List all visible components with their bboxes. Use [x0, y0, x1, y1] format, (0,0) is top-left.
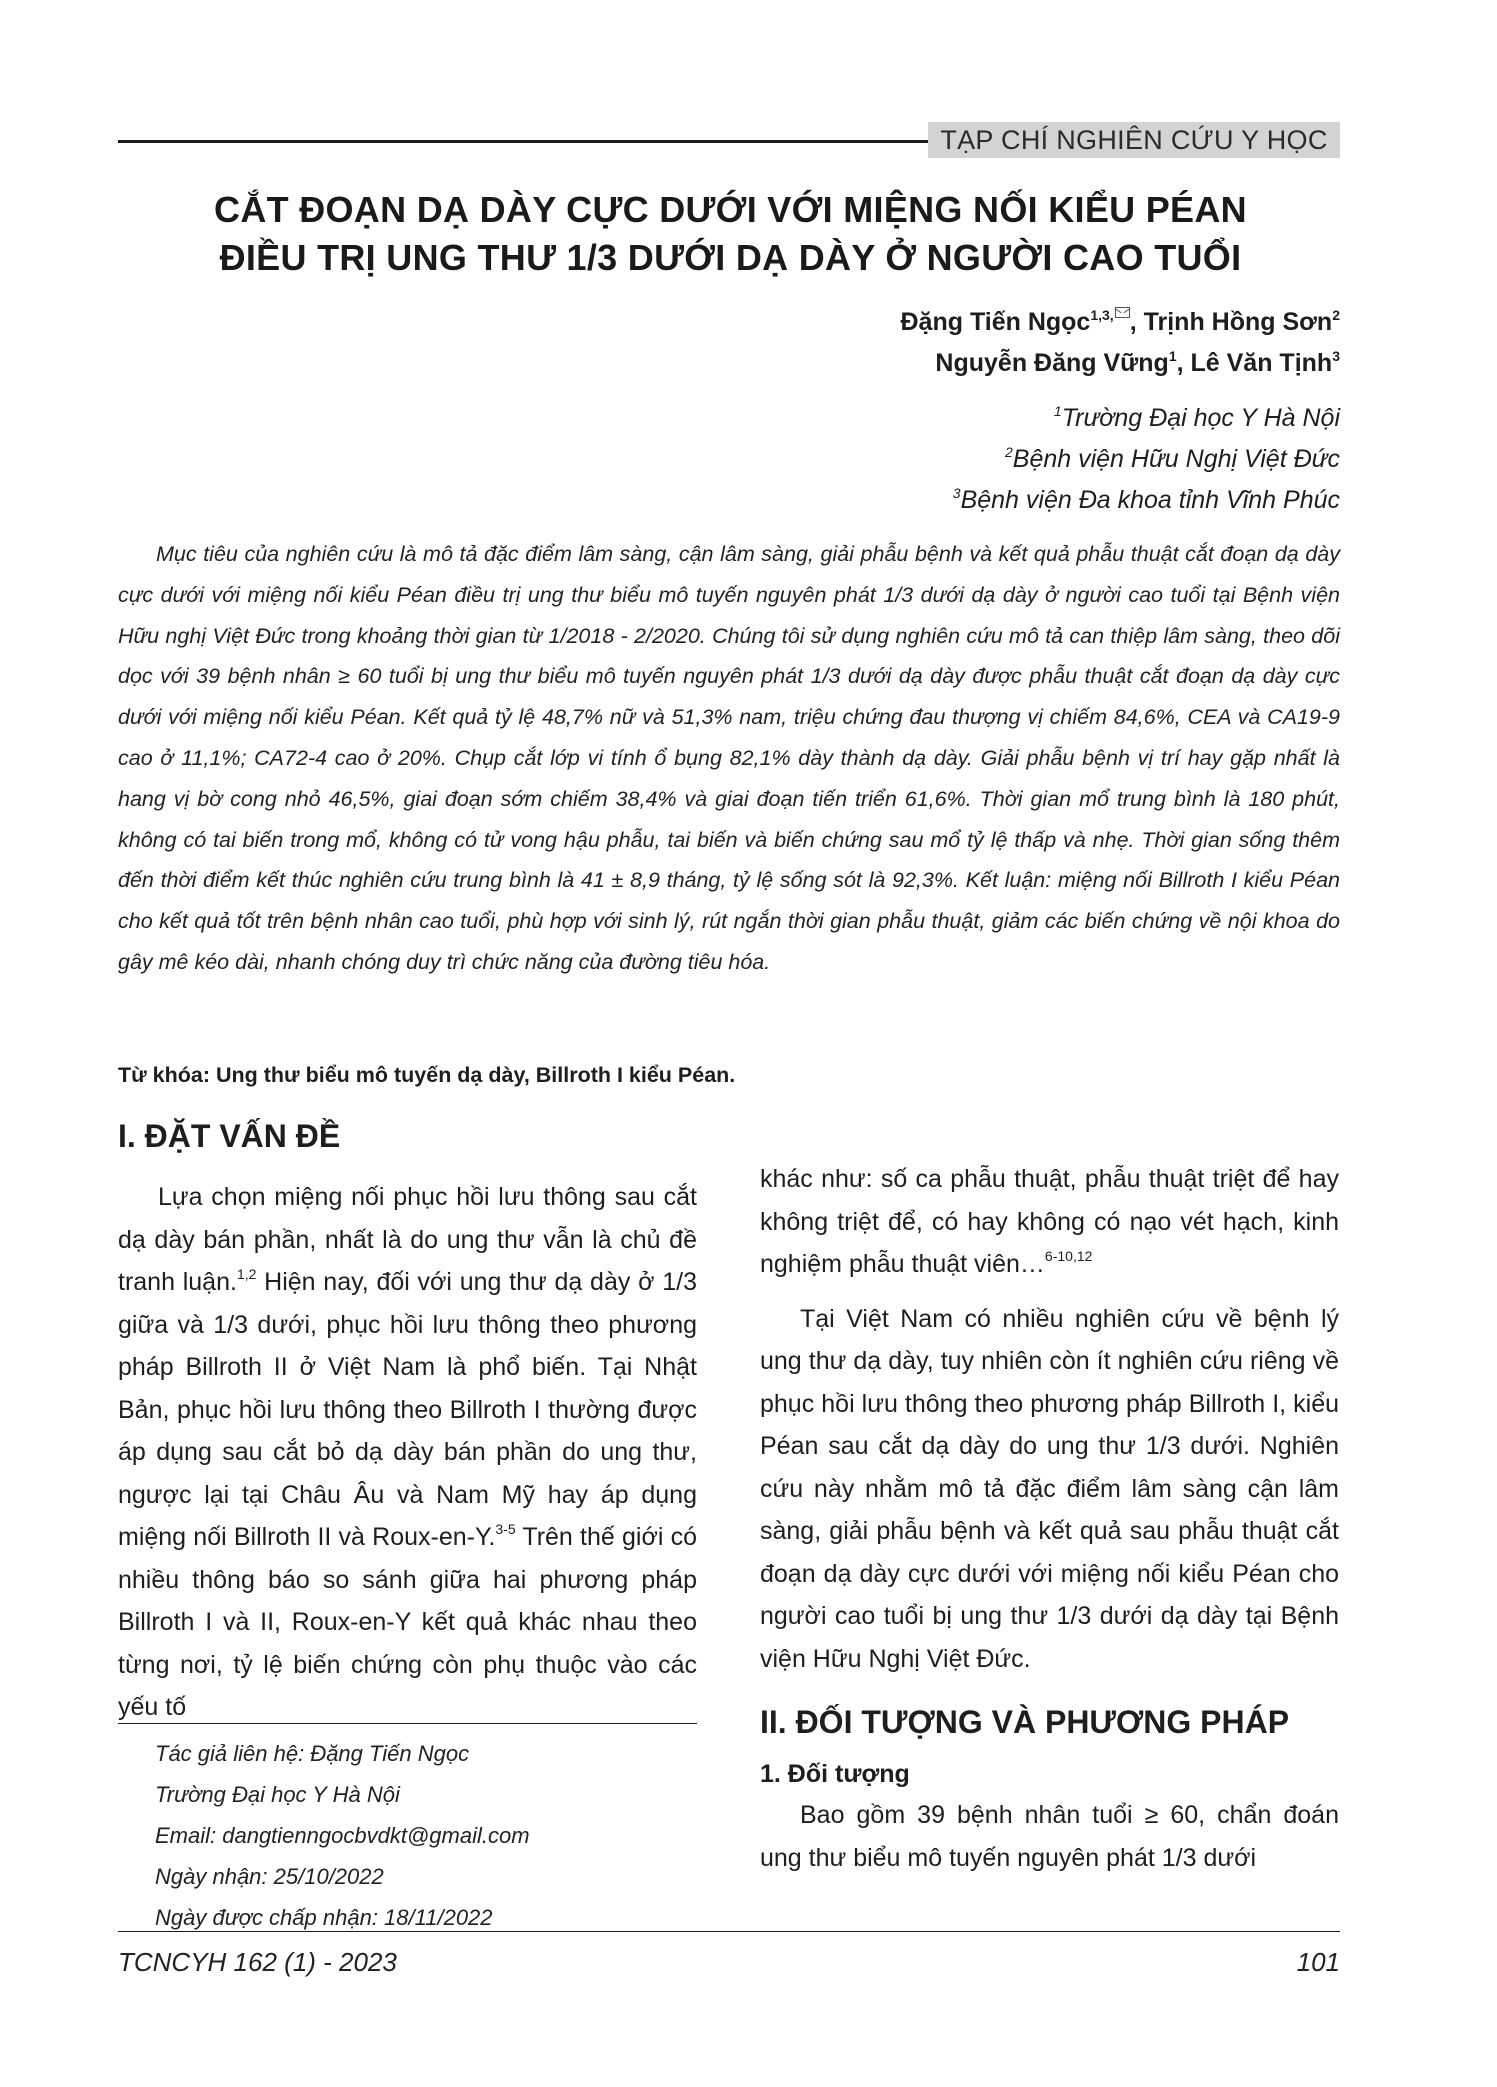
affiliation-number: 3 — [952, 485, 961, 501]
affiliation-text: Bệnh viện Đa khoa tỉnh Vĩnh Phúc — [960, 486, 1340, 514]
text-run: Hiện nay, đối với ung thư dạ dày ở 1/3 giữa và 1/3 dưới, phục hồi lưu thông theo phương pháp Billroth II ở Việt Nam là phổ biến. Tại Nhật Bản, phục hồi lưu thông theo Billroth I thường được áp dụng sau cắt bỏ dạ dày bán phần do ung thư, ngược lại tại Châu Âu và Nam Mỹ hay áp dụng miệng nối Billroth II và Roux-en-Y. — [118, 1268, 697, 1551]
left-column — [118, 1114, 697, 1729]
author-affil-sup: 3 — [1332, 348, 1340, 364]
author-name: Đặng Tiến Ngọc — [900, 308, 1091, 336]
citation-ref: 3-5 — [495, 1521, 516, 1537]
title-line-2: ĐIỀU TRỊ UNG THƯ 1/3 DƯỚI DẠ DÀY Ở NGƯỜI CAO TUỔI — [219, 237, 1242, 278]
affiliation — [953, 480, 1340, 521]
page-number: 101 — [1296, 1947, 1340, 1977]
text-run: khác như: số ca phẫu thuật, phẫu thuật triệt để hay không triệt để, có hay không có nạo vét hạch, kinh nghiệm phẫu thuật viên… — [760, 1165, 1339, 1278]
intro-paragraph-1 — [118, 1176, 697, 1729]
header-rule — [118, 140, 928, 143]
accepted-date: Ngày được chấp nhận: 18/11/2022 — [155, 1905, 493, 1930]
affiliation-number: 2 — [1004, 444, 1013, 460]
author-line-1: Đặng Tiến Ngọc$^{1,3,}$ , Trịnh Hồng Sơn$^2$ — [900, 307, 1340, 336]
intro-paragraph-2: Tại Việt Nam có nhiều nghiên cứu về bệnh lý ung thư dạ dày, tuy nhiên còn ít nghiên cứu riêng về phục hồi lưu thông theo phương pháp Billroth I, kiểu Péan sau cắt dạ dày do ung thư 1/3 dưới. Nghiên cứu này nhằm mô tả đặc điểm lâm sàng cận lâm sàng, giải phẫu bệnh và kết quả sau phẫu thuật cắt đoạn dạ dày cực dưới với miệng nối kiểu Péan cho người cao tuổi bị ung thư 1/3 dưới dạ dày tại Bệnh viện Hữu Nghị Việt Đức. — [760, 1304, 1339, 1673]
author-name: Nguyễn Đăng Vững — [935, 349, 1169, 377]
keywords: Từ khóa: Ung thư biểu mô tuyến dạ dày, Billroth I kiểu Péan. — [118, 1063, 736, 1087]
citation-ref: 6-10,12 — [1044, 1248, 1093, 1264]
abstract: Mục tiêu của nghiên cứu là mô tả đặc điểm lâm sàng, cận lâm sàng, giải phẫu bệnh và kết quả phẫu thuật cắt đoạn dạ dày cực dưới với miệng nối kiểu Péan điều trị ung thư biểu mô tuyến nguyên phát 1/3 dưới dạ dày ở người cao tuổi tại Bệnh viện Hữu nghị Việt Đức trong khoảng thời gian từ 1/2018 - 2/2020. Chúng tôi sử dụng nghiên cứu mô tả can thiệp lâm sàng, theo dõi dọc với 39 bệnh nhân ≥ 60 tuổi bị ung thư biểu mô tuyến nguyên phát 1/3 dưới dạ dày được phẫu thuật cắt đoạn dạ dày cực dưới với miệng nối kiểu Péan. Kết quả tỷ lệ 48,7% nữ và 51,3% nam, triệu chứng đau thượng vị chiếm 84,6%, CEA và CA19-9 cao ở 11,1%; CA72-4 cao ở 20%. Chụp cắt lớp vi tính ổ bụng 82,1% dày thành dạ dày. Giải phẫu bệnh vị trí hay gặp nhất là hang vị bờ cong nhỏ 46,5%, giai đoạn sớm chiếm 38,4% và giai đoạn tiến triển 61,6%. Thời gian mổ trung bình là 180 phút, không có tai biến trong mổ, không có tử vong hậu phẫu, tai biến và biến chứng sau mổ tỷ lệ thấp và nhẹ. Thời gian sống thêm đến thời điểm kết thúc nghiên cứu trung bình là 41 ± 8,9 tháng, tỷ lệ sống sót là 92,3%. Kết luận: miệng nối Billroth I kiểu Péan cho kết quả tốt trên bệnh nhân cao tuổi, phù hợp với sinh lý, rút ngắn thời gian phẫu thuật, giảm các biến chứng về nội khoa do gây mê kéo dài, nhanh chóng duy trì chức năng của đường tiêu hóa. — [118, 542, 1340, 974]
footer-issue: TCNCYH 162 (1) - 2023 — [118, 1947, 397, 1977]
author-line-2: Nguyễn Đăng Vững$^1$, Lê Văn Tịnh$^3$ — [935, 348, 1340, 377]
affiliation — [953, 439, 1340, 480]
affiliation — [953, 398, 1340, 439]
affiliation-text: Trường Đại học Y Hà Nội — [1061, 404, 1340, 432]
footer-rule — [118, 1931, 1340, 1932]
author-name: Trịnh Hồng Sơn — [1143, 308, 1333, 336]
subsection-heading-subjects: 1. Đối tượng — [760, 1760, 910, 1788]
section-heading-methods: II. ĐỐI TƯỢNG VÀ PHƯƠNG PHÁP — [760, 1704, 1290, 1740]
affiliation-number: 1 — [1053, 403, 1062, 419]
corresponding-institution: Trường Đại học Y Hà Nội — [155, 1782, 400, 1807]
author-name: Lê Văn Tịnh — [1190, 349, 1333, 377]
author-affil-sup: 1 — [1168, 348, 1177, 364]
title-line-1: CẮT ĐOẠN DẠ DÀY CỰC DƯỚI VỚI MIỆNG NỐI KIỂU PÉAN — [214, 189, 1247, 230]
corresponding-email: Email: dangtienngocbvdkt@gmail.com — [155, 1823, 530, 1848]
affiliation-text: Bệnh viện Hữu Nghị Việt Đức — [1012, 445, 1340, 473]
author-affil-sup: 2 — [1332, 307, 1340, 323]
envelope-icon — [1115, 307, 1130, 318]
corresponding-author: Tác giả liên hệ: Đặng Tiến Ngọc — [155, 1741, 470, 1766]
correspondence-block — [155, 1733, 530, 1938]
intro-paragraph-1-continued — [760, 1158, 1339, 1286]
text-run: Lựa chọn miệng nối phục hồi lưu thông sau cắt dạ dày bán phần, nhất là do ung thư vẫn là chủ đề tranh luận. — [118, 1183, 697, 1296]
article-title — [118, 186, 1343, 282]
subjects-paragraph: Bao gồm 39 bệnh nhân tuổi ≥ 60, chẩn đoán ung thư biểu mô tuyến nguyên phát 1/3 dưới — [760, 1801, 1339, 1872]
text-run: Trên thế giới có nhiều thông báo so sánh giữa hai phương pháp Billroth I và II, Roux-en-Y kết quả khác nhau theo từng nơi, tỷ lệ biến chứng còn phụ thuộc vào các yếu tố — [118, 1523, 697, 1721]
contact-rule — [118, 1723, 697, 1724]
author-affil-sup: 1,3, — [1090, 307, 1114, 323]
section-heading-introduction: I. ĐẶT VẤN ĐỀ — [118, 1118, 341, 1154]
right-column — [760, 1158, 1339, 1879]
author-list — [901, 302, 1341, 384]
affiliation-list — [953, 398, 1340, 521]
citation-ref: 1,2 — [236, 1266, 257, 1282]
journal-name: TẠP CHÍ NGHIÊN CỨU Y HỌC — [928, 122, 1340, 158]
received-date: Ngày nhận: 25/10/2022 — [155, 1864, 384, 1889]
